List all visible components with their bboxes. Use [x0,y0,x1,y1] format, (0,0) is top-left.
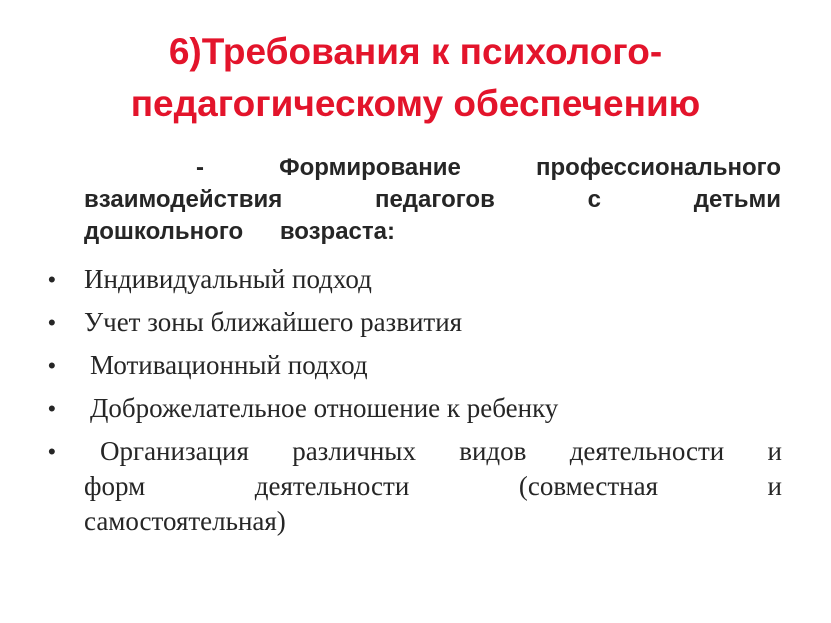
list-item-text: Доброжелательное отношение к ребенку [90,393,559,423]
slide-title-line-2: педагогическому обеспечению [130,83,701,124]
list-item [46,434,782,539]
intro-line-3-text: дошкольного возраста: [84,218,395,245]
bullet-icon: • [48,267,56,292]
bullet-icon: • [48,353,56,378]
bullet-list [46,262,782,547]
slide-title-line-1: 6)Требования к психолого- [168,31,663,72]
list-item [46,262,782,297]
intro-line-1: - Формирование профессионального [196,154,781,181]
bullet-icon: • [48,439,56,464]
list-item [46,348,782,383]
list-item-text: Мотивационный подход [90,350,368,380]
list-item-text [84,434,782,539]
list-item-line-1: Организация различных видов деятельности и [100,436,782,466]
bullet-icon: • [48,310,56,335]
intro-paragraph [84,152,781,248]
list-item-line-3: самостоятельная) [84,506,286,536]
bullet-icon: • [48,396,56,421]
intro-line-2: взаимодействия педагогов с детьми [84,186,781,213]
slide-title [40,26,791,130]
list-item [46,391,782,426]
list-item-text: Учет зоны ближайшего развития [84,307,463,337]
list-item [46,305,782,340]
list-item-text: Индивидуальный подход [84,264,372,294]
intro-line-3 [84,216,781,248]
list-item-line-2: форм деятельности (совместная и [84,471,782,501]
